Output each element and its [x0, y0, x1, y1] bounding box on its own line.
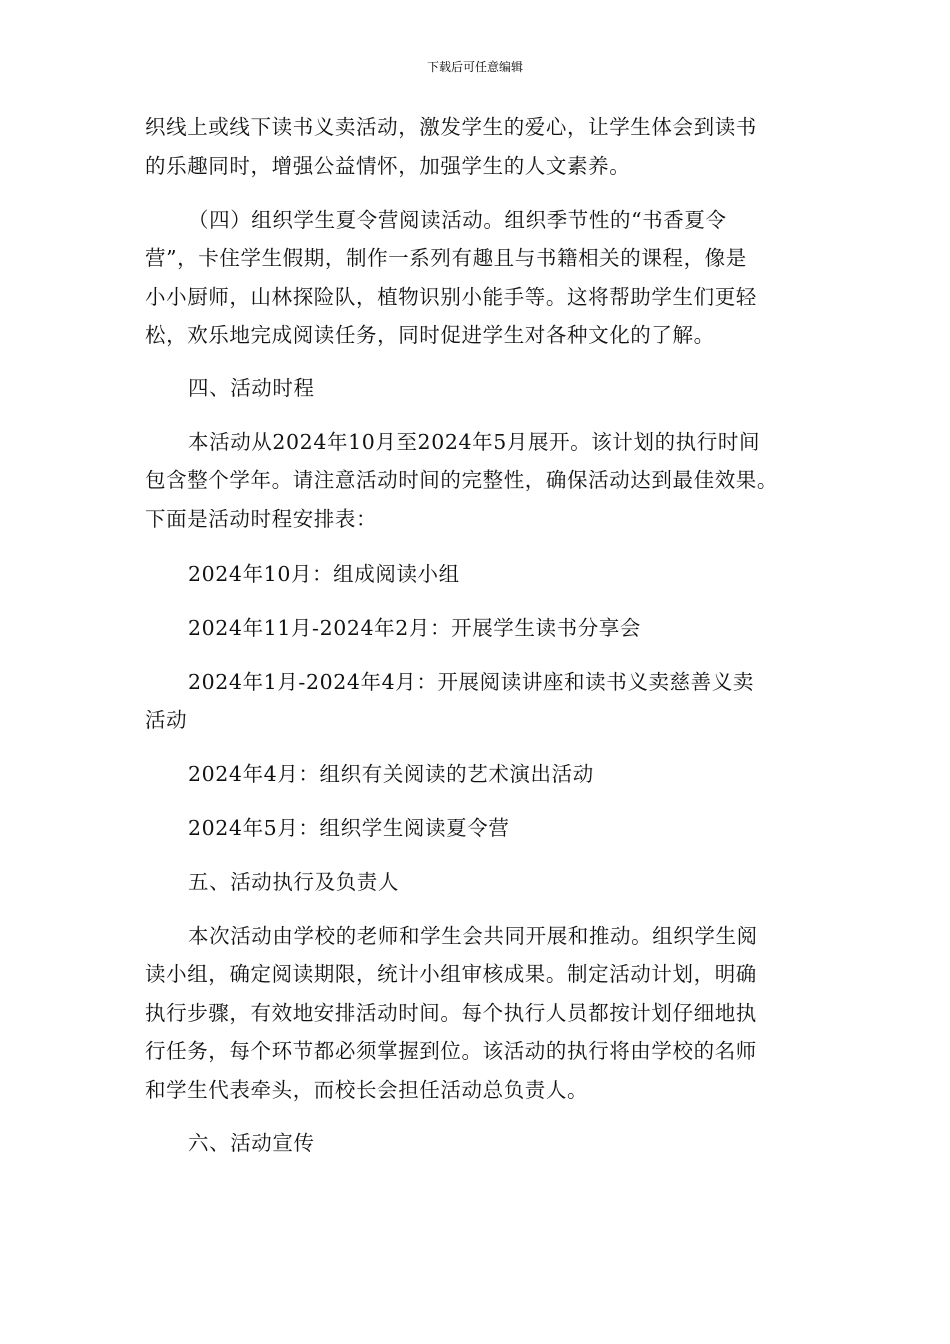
- paragraph-line: 小小厨师，山林探险队，植物识别小能手等。这将帮助学生们更轻: [145, 285, 757, 309]
- section-heading: 六、活动宣传: [188, 1131, 315, 1155]
- schedule-item: 2024年11月-2024年2月：开展学生读书分享会: [188, 616, 641, 640]
- paragraph-line: 织线上或线下读书义卖活动，激发学生的爱心，让学生体会到读书: [145, 115, 757, 139]
- section-heading: 五、活动执行及负责人: [188, 870, 399, 894]
- schedule-item: 2024年4月：组织有关阅读的艺术演出活动: [188, 762, 594, 786]
- paragraph-line: 本次活动由学校的老师和学生会共同开展和推动。组织学生阅: [188, 924, 758, 948]
- paragraph-line: 读小组，确定阅读期限，统计小组审核成果。制定活动计划，明确: [145, 962, 757, 986]
- schedule-item: 2024年5月：组织学生阅读夏令营: [188, 816, 510, 840]
- paragraph-line: 行任务，每个环节都必须掌握到位。该活动的执行将由学校的名师: [145, 1039, 757, 1063]
- section-heading: 四、活动时程: [188, 376, 315, 400]
- paragraph-line: 营”，卡住学生假期，制作一系列有趣且与书籍相关的课程，像是: [145, 246, 747, 270]
- paragraph-line: 下面是活动时程安排表：: [145, 507, 378, 531]
- paragraph-line: 的乐趣同时，增强公益情怀，加强学生的人文素养。: [145, 154, 631, 178]
- schedule-item: 2024年1月-2024年4月：开展阅读讲座和读书义卖慈善义卖: [188, 670, 754, 694]
- paragraph-line: （四）组织学生夏令营阅读活动。组织季节性的“书香夏令: [188, 208, 727, 232]
- schedule-item-continuation: 活动: [145, 708, 188, 732]
- schedule-item: 2024年10月：组成阅读小组: [188, 562, 460, 586]
- paragraph-line: 本活动从2024年10月至2024年5月展开。该计划的执行时间: [188, 430, 761, 454]
- page-header: 下载后可任意编辑: [426, 60, 523, 74]
- paragraph-line: 包含整个学年。请注意活动时间的完整性，确保活动达到最佳效果。: [145, 468, 778, 492]
- paragraph-line: 松，欢乐地完成阅读任务，同时促进学生对各种文化的了解。: [145, 323, 715, 347]
- paragraph-line: 和学生代表牵头，而校长会担任活动总负责人。: [145, 1078, 589, 1102]
- paragraph-line: 执行步骤，有效地安排活动时间。每个执行人员都按计划仔细地执: [145, 1001, 757, 1025]
